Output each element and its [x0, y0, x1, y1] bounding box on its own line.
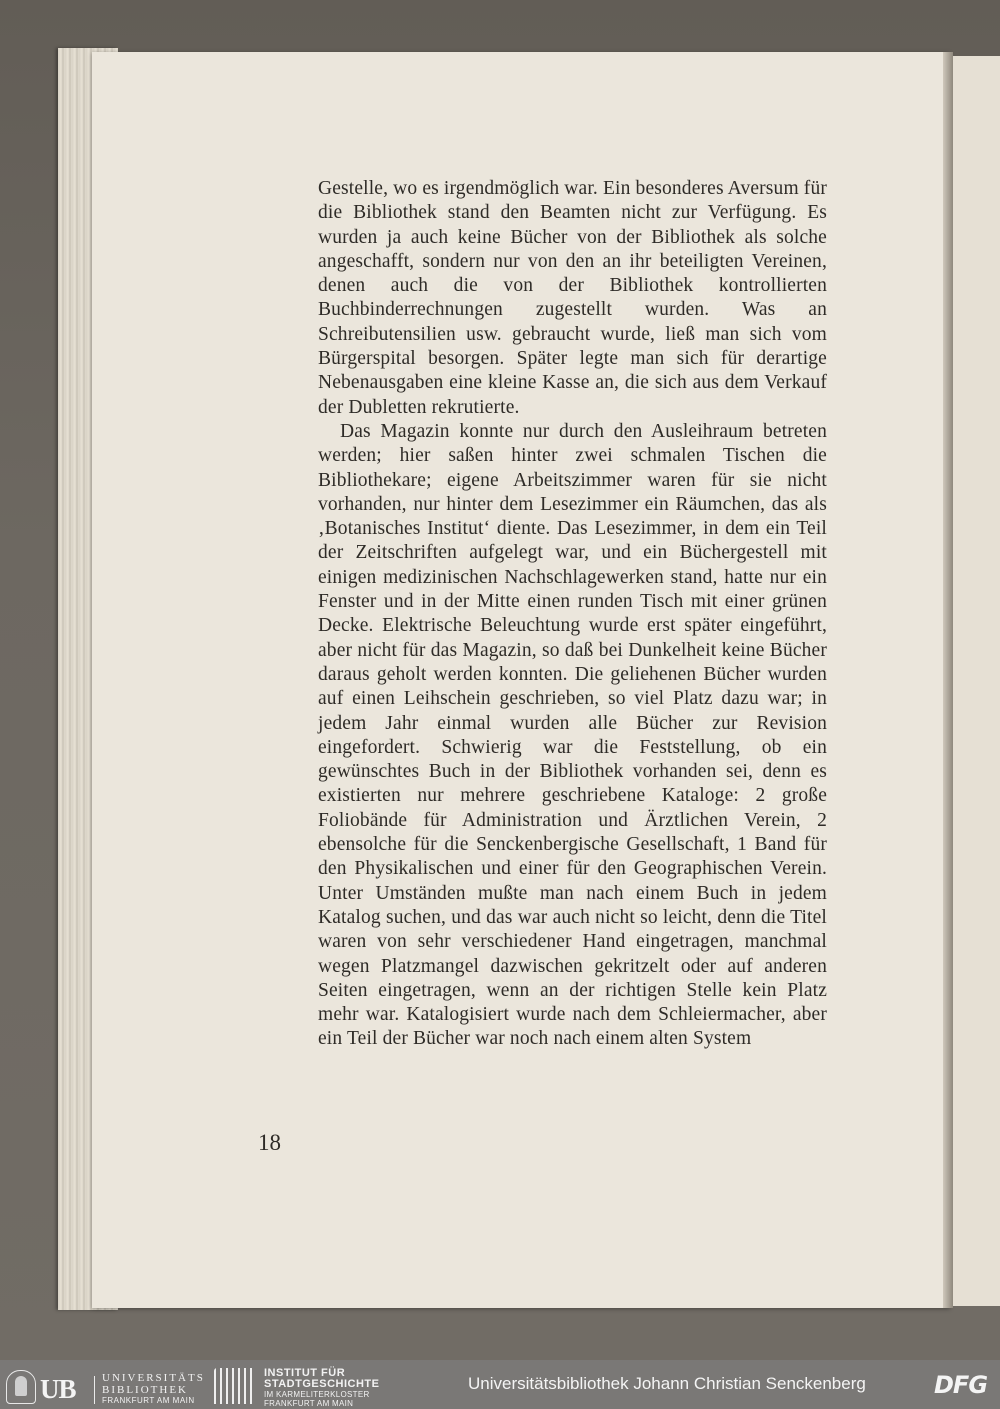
logo-divider: [94, 1376, 95, 1404]
isg-logo-line: INSTITUT FÜR: [264, 1367, 346, 1379]
paragraph: Das Magazin konnte nur durch den Ausleihraum betreten werden; hier saßen hinter zwei schmalen Tischen die Bibliothekare; eigene Arbeitszimmer waren für sie nicht vorhanden, nur hinter dem Lesezimmer ein Räumchen, das als ‚Botanisches Institut‘ diente. Das Lesezimmer, in dem ein Teil der Zeitschriften aufgelegt war, und ein Büchergestell mit einigen medizinischen Nachschlagewerken stand, hatte nur ein Fenster und in der Mitte einen runden Tisch mit einer grünen Decke. Elektrische Beleuchtung wurde erst später eingeführt, aber nicht für das Magazin, so daß bei Dunkelheit keine Bücher daraus geholt werden konnten. Die geliehenen Bücher wurden auf einen Leihschein geschrieben, so viel Platz dazu war; in jedem Jahr einmal wurden alle Bücher zur Revision eingefordert. Schwierig war die Feststellung, ob ein gewünschtes Buch in der Bibliothek vorhanden sei, denn es existierten nur mehrere geschriebene Kataloge: 2 große Foliobände für Administration und Ärztlichen Verein, 2 ebensolche für die Senckenbergische Gesellschaft, 1 Band für den Physikalischen und einer für den Geographischen Verein. Unter Umständen mußte man nach einem Buch in jedem Katalog suchen, und das war auch nicht so leicht, denn die Titel waren von sehr verschiedener Hand eingetragen, manchmal wegen Platzmangel dazwischen gekritzelt oder auf anderen Seiten eingetragen, wenn an der richtigen Stelle kein Platz mehr war. Katalogisiert wurde nach dem Schleiermacher, aber ein Teil der Bücher war noch nach einem alten System: [318, 420, 827, 1050]
columns-icon: [214, 1368, 256, 1404]
book-gutter: [943, 52, 953, 1308]
facing-page-edge: [953, 56, 1000, 1306]
footer-banner: [0, 1360, 1000, 1409]
page-number: 18: [258, 1130, 281, 1155]
ub-mark: UB: [40, 1374, 76, 1404]
seal-icon: [6, 1370, 36, 1404]
banner-title[interactable]: Universitätsbibliothek Johann Christian Senckenberg: [468, 1374, 866, 1393]
paragraph: Gestelle, wo es irgendmöglich war. Ein besonderes Aversum für die Bibliothek stand den Beamten nicht zur Verfügung. Es wurden ja auch keine Bücher von der Bibliothek als solche angeschafft, sondern nur von den an ihr beteiligten Vereinen, denen auch die von der Bibliothek kontrollierten Buchbinderrechnungen zugestellt wurden. Was an Schreibutensilien usw. gebraucht wurde, ließ man sich vom Bürgerspital besorgen. Später legte man sich für derartige Nebenausgaben eine kleine Kasse an, die sich aus dem Verkauf der Dubletten rekrutierte.: [318, 178, 827, 418]
isg-logo-line: IM KARMELITERKLOSTER: [264, 1390, 370, 1399]
ub-logo-line: UNIVERSITÄTS: [102, 1372, 205, 1384]
isg-logo-line: STADTGESCHICHTE: [264, 1378, 380, 1390]
isg-institute-logo[interactable]: [214, 1364, 444, 1406]
isg-logo-line: FRANKFURT AM MAIN: [264, 1399, 354, 1408]
ub-logo-line: BIBLIOTHEK: [102, 1384, 188, 1396]
dfg-logo[interactable]: DFG: [934, 1371, 988, 1399]
ub-library-logo[interactable]: [6, 1366, 206, 1406]
body-text: [318, 177, 827, 1052]
ub-logo-line: FRANKFURT AM MAIN: [102, 1396, 195, 1405]
